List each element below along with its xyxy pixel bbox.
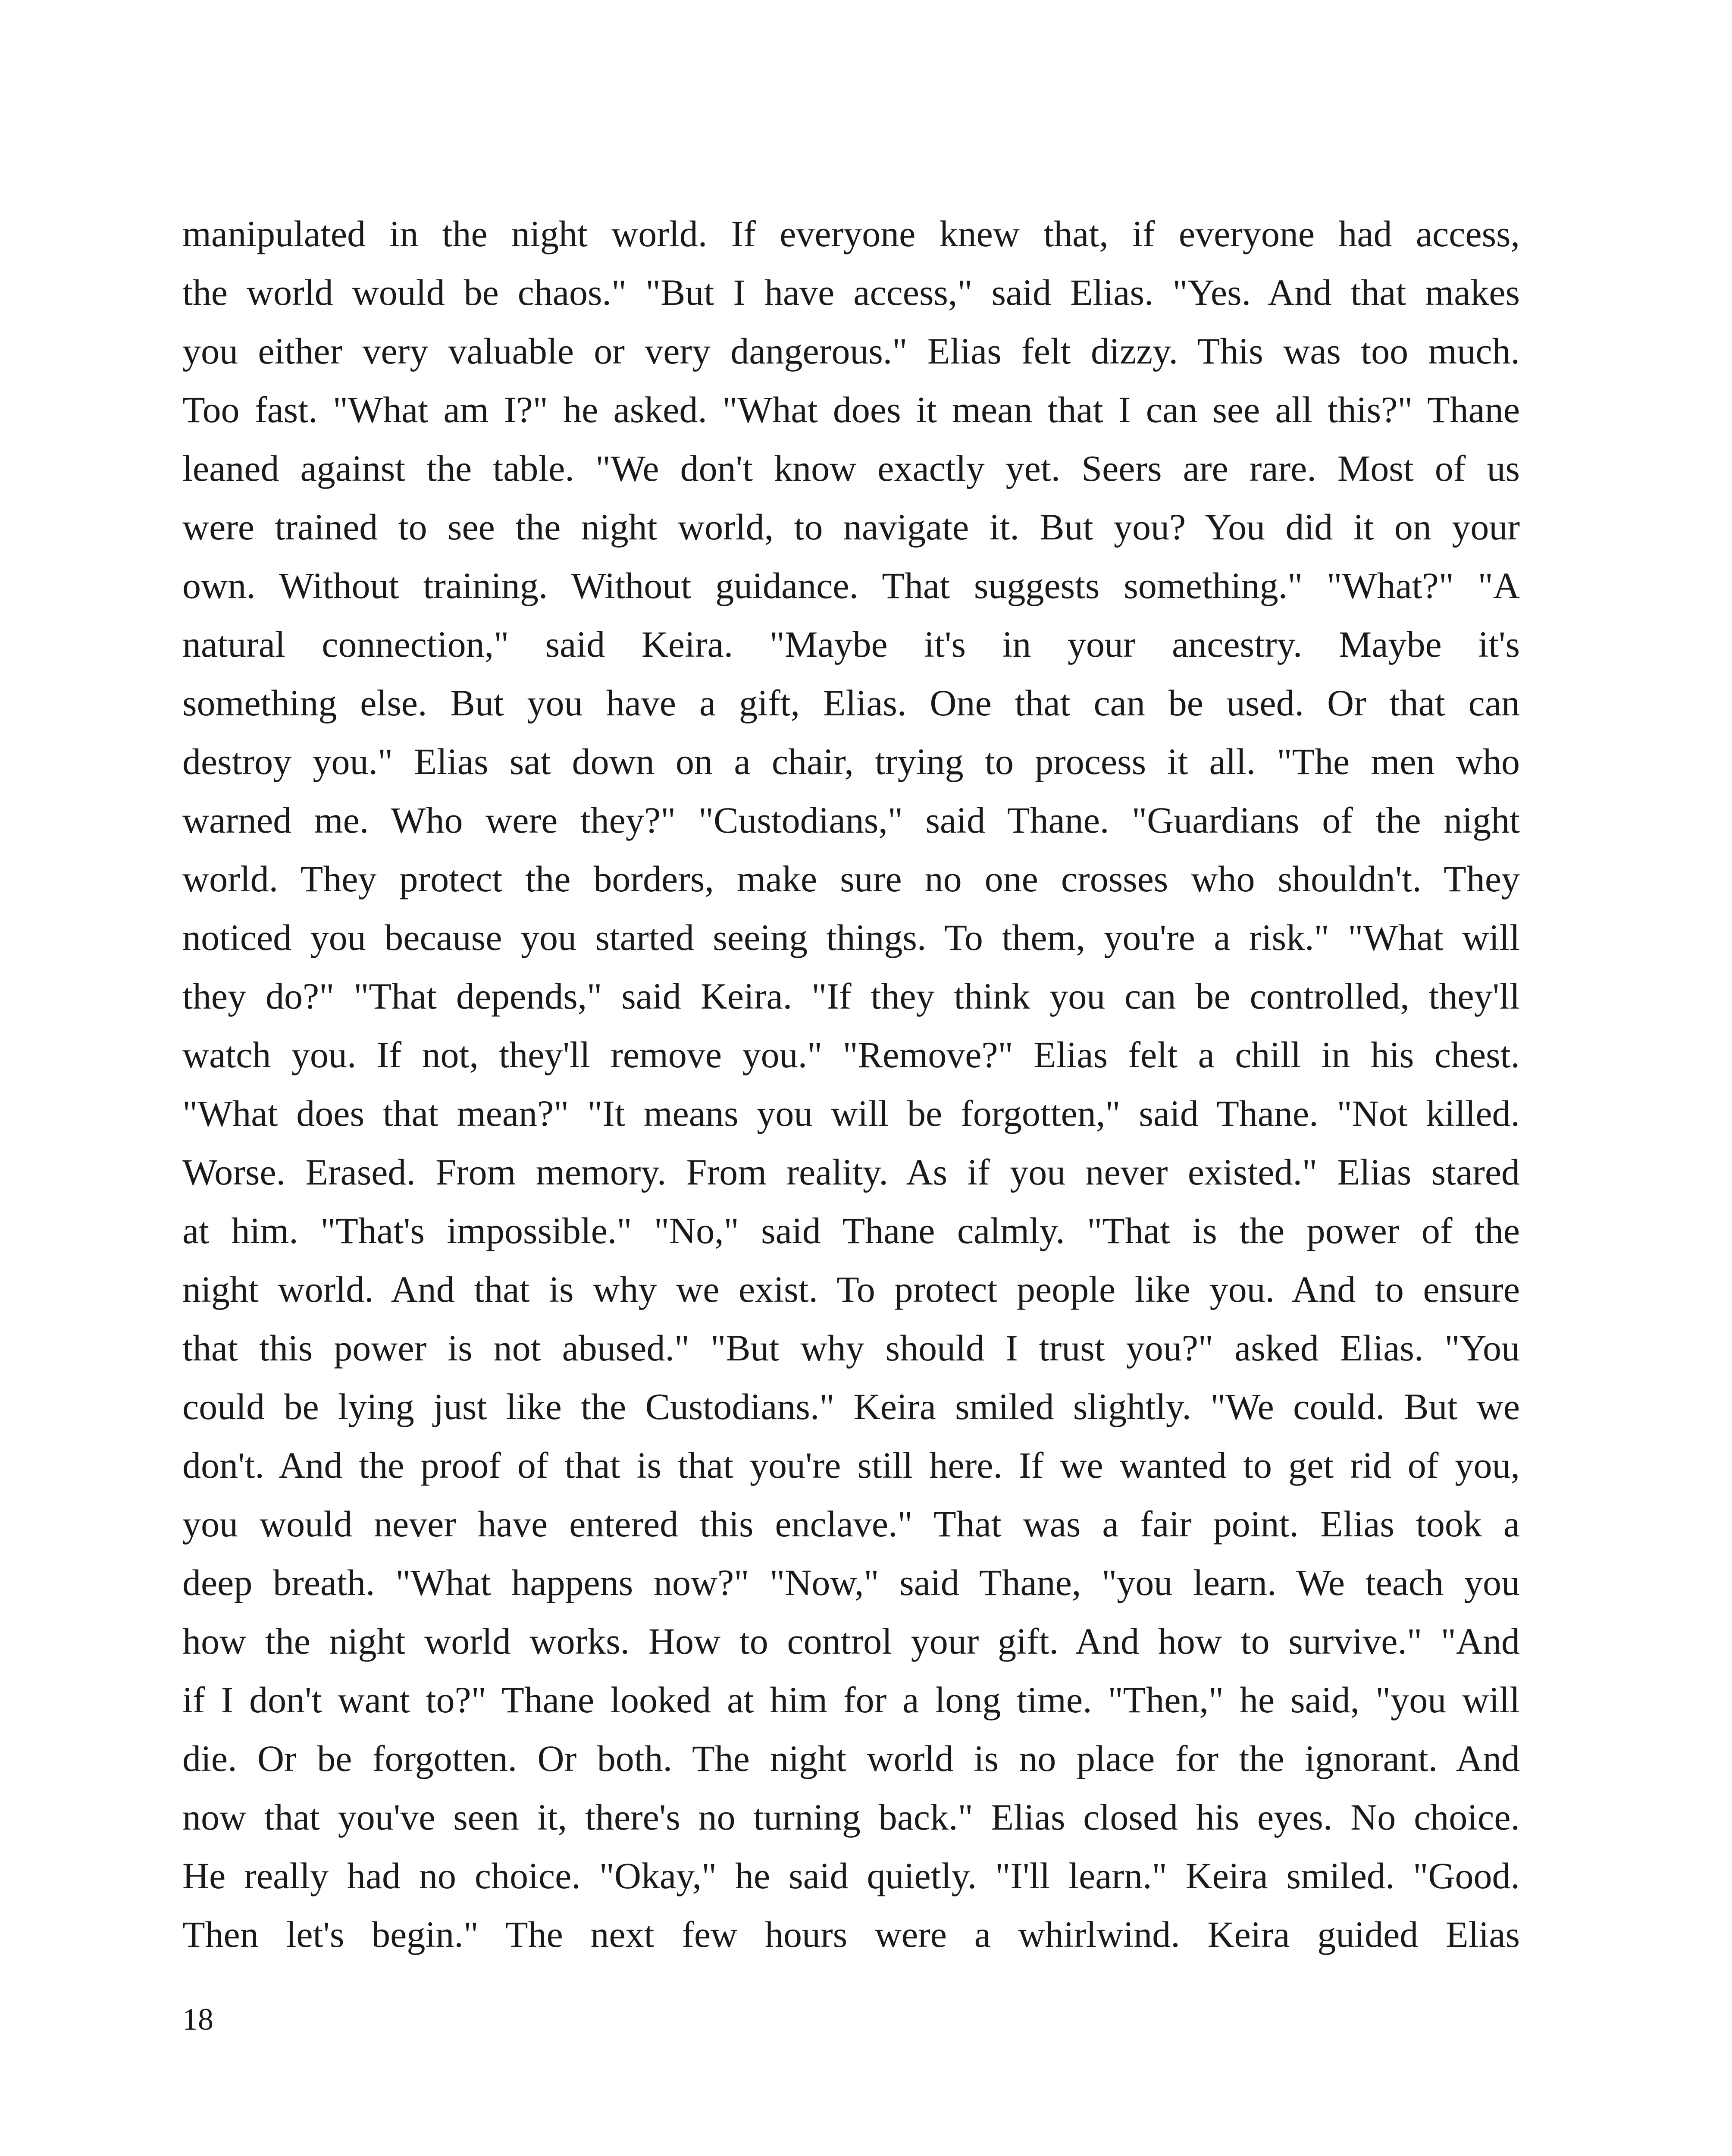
text-line: Too fast. "What am I?" he asked. "What does it mean that I can see all this?" Thane bbox=[182, 389, 1520, 430]
text-line: the world would be chaos." "But I have access," said Elias. "Yes. And that makes bbox=[182, 272, 1520, 313]
text-line: at him. "That's impossible." "No," said Thane calmly. "That is the power of the bbox=[182, 1210, 1520, 1251]
text-line: if I don't want to?" Thane looked at him for a long time. "Then," he said, "you will bbox=[182, 1679, 1520, 1720]
text-line: He really had no choice. "Okay," he said quietly. "I'll learn." Keira smiled. "Good. bbox=[182, 1855, 1520, 1896]
text-line: warned me. Who were they?" "Custodians," said Thane. "Guardians of the night bbox=[182, 799, 1520, 841]
text-line: night world. And that is why we exist. To protect people like you. And to ensure bbox=[182, 1269, 1520, 1310]
text-line: that this power is not abused." "But why should I trust you?" asked Elias. "You bbox=[182, 1327, 1520, 1369]
text-line: natural connection," said Keira. "Maybe it's in your ancestry. Maybe it's bbox=[182, 624, 1520, 665]
text-line: how the night world works. How to control your gift. And how to survive." "And bbox=[182, 1620, 1520, 1662]
text-line: something else. But you have a gift, Elias. One that can be used. Or that can bbox=[182, 682, 1520, 724]
text-line: Then let's begin." The next few hours were a whirlwind. Keira guided Elias bbox=[182, 1914, 1520, 1955]
text-line: leaned against the table. "We don't know exactly yet. Seers are rare. Most of us bbox=[182, 448, 1520, 489]
page-number: 18 bbox=[182, 2002, 213, 2037]
text-line: world. They protect the borders, make sure no one crosses who shouldn't. They bbox=[182, 858, 1520, 899]
text-line: don't. And the proof of that is that you're still here. If we wanted to get rid of you, bbox=[182, 1445, 1520, 1486]
text-line: could be lying just like the Custodians." Keira smiled slightly. "We could. But we bbox=[182, 1386, 1520, 1427]
text-line: Worse. Erased. From memory. From reality. As if you never existed." Elias stared bbox=[182, 1151, 1520, 1193]
text-line: deep breath. "What happens now?" "Now," said Thane, "you learn. We teach you bbox=[182, 1562, 1520, 1603]
text-line: noticed you because you started seeing things. To them, you're a risk." "What will bbox=[182, 917, 1520, 958]
text-line: manipulated in the night world. If everyone knew that, if everyone had access, bbox=[182, 213, 1520, 254]
text-line: own. Without training. Without guidance. That suggests something." "What?" "A bbox=[182, 565, 1520, 606]
text-line: you either very valuable or very dangerous." Elias felt dizzy. This was too much. bbox=[182, 330, 1520, 372]
text-line: destroy you." Elias sat down on a chair, trying to process it all. "The men who bbox=[182, 741, 1520, 782]
text-line: "What does that mean?" "It means you will be forgotten," said Thane. "Not killed. bbox=[182, 1093, 1520, 1134]
text-line: they do?" "That depends," said Keira. "If they think you can be controlled, they'll bbox=[182, 975, 1520, 1017]
body-text bbox=[182, 204, 1520, 1964]
text-line: watch you. If not, they'll remove you." "Remove?" Elias felt a chill in his chest. bbox=[182, 1034, 1520, 1075]
text-line: were trained to see the night world, to navigate it. But you? You did it on your bbox=[182, 506, 1520, 548]
text-line: you would never have entered this enclave." That was a fair point. Elias took a bbox=[182, 1503, 1520, 1545]
text-line: die. Or be forgotten. Or both. The night world is no place for the ignorant. And bbox=[182, 1738, 1520, 1779]
text-line: now that you've seen it, there's no turning back." Elias closed his eyes. No choice. bbox=[182, 1796, 1520, 1838]
